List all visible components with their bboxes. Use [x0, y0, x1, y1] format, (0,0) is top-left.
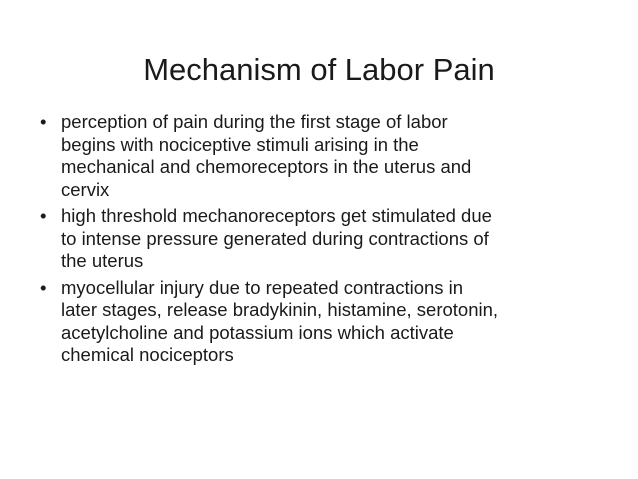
bullet-line: later stages, release bradykinin, histamine, serotonin, [61, 299, 499, 320]
bullet-line: high threshold mechanoreceptors get stimulated due [61, 205, 492, 226]
bullet-line: myocellular injury due to repeated contractions in [61, 276, 464, 298]
bullet-icon: • [40, 205, 47, 226]
bullet-line: chemical nociceptors [61, 344, 234, 365]
bullet-line: perception of pain during the first stage of labor [61, 111, 448, 132]
bullet-item [40, 111, 610, 201]
bullet-line: the uterus [61, 250, 144, 271]
bullet-line: cervix [61, 178, 110, 200]
slide-title: Mechanism of Labor Pain [143, 52, 495, 87]
bullet-icon: • [40, 276, 47, 298]
bullet-line: mechanical and chemoreceptors in the uterus and [61, 156, 472, 177]
bullet-line: acetylcholine and potassium ions which activate [61, 321, 454, 343]
bullet-item [40, 277, 610, 367]
bullet-line: to intense pressure generated during contractions of [61, 227, 489, 249]
bullet-icon: • [40, 111, 47, 132]
bullet-line: begins with nociceptive stimuli arising in the [61, 133, 419, 155]
bullet-item [40, 205, 610, 273]
bullet-list [40, 111, 610, 371]
